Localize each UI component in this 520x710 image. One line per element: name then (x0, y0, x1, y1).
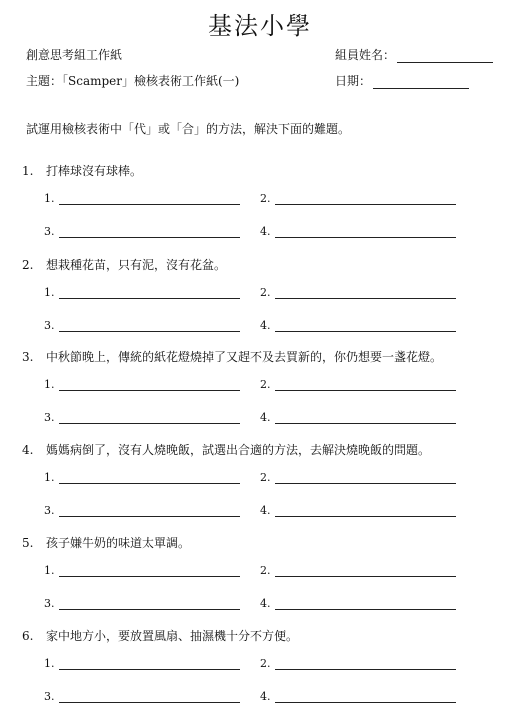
answer-label: 2. (260, 471, 271, 484)
question-text: 孩子嫌牛奶的味道太單調。 (46, 536, 191, 550)
answer-line (275, 473, 456, 484)
group-name: 創意思考組工作紙 (26, 48, 123, 62)
question-4 (22, 441, 430, 458)
answer-line (59, 506, 240, 517)
answer-field[interactable] (44, 192, 240, 205)
instruction-text: 試運用檢核表術中「代」或「合」的方法，解決下面的難題。 (26, 122, 351, 136)
answer-line (275, 566, 456, 577)
answer-line (59, 321, 240, 332)
question-text: 中秋節晚上，傳統的紙花燈燒掉了又趕不及去買新的，你仍想要一盞花燈。 (46, 350, 443, 364)
answer-line (59, 692, 240, 703)
answer-label: 4. (260, 411, 271, 424)
answer-label: 4. (260, 319, 271, 332)
answer-field[interactable] (260, 471, 456, 484)
question-number: 4. (22, 443, 34, 457)
answer-label: 1. (44, 286, 55, 299)
answer-label: 2. (260, 378, 271, 391)
question-text: 媽媽病倒了，沒有人燒晚飯，試選出合適的方法，去解決燒晚飯的問題。 (46, 443, 431, 457)
member-name-line (397, 50, 493, 63)
answer-field[interactable] (44, 319, 240, 332)
answer-label: 1. (44, 657, 55, 670)
answer-label: 3. (44, 411, 55, 424)
answer-line (59, 566, 240, 577)
answer-field[interactable] (44, 657, 240, 670)
answer-field[interactable] (260, 378, 456, 391)
answer-label: 2. (260, 192, 271, 205)
question-number: 3. (22, 350, 34, 364)
answer-line (59, 380, 240, 391)
answer-line (275, 413, 456, 424)
answer-line (59, 227, 240, 238)
answer-line (275, 194, 456, 205)
answer-field[interactable] (260, 657, 456, 670)
answer-field[interactable] (44, 504, 240, 517)
page-title: 基法小學 (208, 12, 312, 40)
answer-field[interactable] (260, 411, 456, 424)
member-name-field[interactable] (335, 46, 493, 63)
answer-label: 1. (44, 378, 55, 391)
answer-line (275, 321, 456, 332)
answer-label: 1. (44, 192, 55, 205)
answer-line (59, 413, 240, 424)
answer-field[interactable] (260, 690, 456, 703)
answer-line (275, 227, 456, 238)
answer-field[interactable] (260, 192, 456, 205)
answer-label: 3. (44, 597, 55, 610)
answer-label: 3. (44, 225, 55, 238)
question-2 (22, 256, 226, 273)
member-name-label: 組員姓名： (335, 48, 396, 62)
answer-field[interactable] (44, 471, 240, 484)
answer-label: 4. (260, 225, 271, 238)
answer-label: 3. (44, 690, 55, 703)
answer-field[interactable] (44, 411, 240, 424)
answer-label: 3. (44, 504, 55, 517)
answer-field[interactable] (260, 504, 456, 517)
answer-field[interactable] (260, 597, 456, 610)
answer-label: 1. (44, 564, 55, 577)
question-3 (22, 348, 442, 365)
answer-line (59, 659, 240, 670)
answer-label: 1. (44, 471, 55, 484)
question-number: 1. (22, 164, 34, 178)
answer-field[interactable] (44, 225, 240, 238)
answer-line (59, 288, 240, 299)
question-1 (22, 162, 142, 179)
question-text: 家中地方小，要放置風扇、抽濕機十分不方便。 (46, 629, 299, 643)
answer-label: 4. (260, 690, 271, 703)
answer-label: 2. (260, 286, 271, 299)
question-text: 想栽種花苗，只有泥，沒有花盆。 (46, 258, 227, 272)
date-label: 日期： (335, 74, 372, 88)
answer-label: 4. (260, 504, 271, 517)
answer-line (275, 506, 456, 517)
answer-field[interactable] (260, 564, 456, 577)
answer-field[interactable] (44, 597, 240, 610)
answer-field[interactable] (260, 286, 456, 299)
question-number: 5. (22, 536, 34, 550)
answer-label: 2. (260, 564, 271, 577)
topic-title: 主題：「Scamper」檢核表術工作紙(一) (26, 74, 240, 88)
answer-field[interactable] (44, 690, 240, 703)
question-6 (22, 627, 298, 644)
date-line (373, 76, 469, 89)
answer-line (275, 659, 456, 670)
answer-label: 4. (260, 597, 271, 610)
answer-field[interactable] (260, 225, 456, 238)
question-number: 6. (22, 629, 34, 643)
answer-label: 3. (44, 319, 55, 332)
answer-line (275, 288, 456, 299)
answer-field[interactable] (44, 286, 240, 299)
question-text: 打棒球沒有球棒。 (46, 164, 143, 178)
answer-label: 2. (260, 657, 271, 670)
question-5 (22, 534, 190, 551)
answer-field[interactable] (260, 319, 456, 332)
answer-field[interactable] (44, 564, 240, 577)
date-field[interactable] (335, 72, 469, 89)
answer-line (59, 599, 240, 610)
answer-line (275, 380, 456, 391)
answer-field[interactable] (44, 378, 240, 391)
question-number: 2. (22, 258, 34, 272)
answer-line (59, 473, 240, 484)
answer-line (59, 194, 240, 205)
answer-line (275, 599, 456, 610)
answer-line (275, 692, 456, 703)
